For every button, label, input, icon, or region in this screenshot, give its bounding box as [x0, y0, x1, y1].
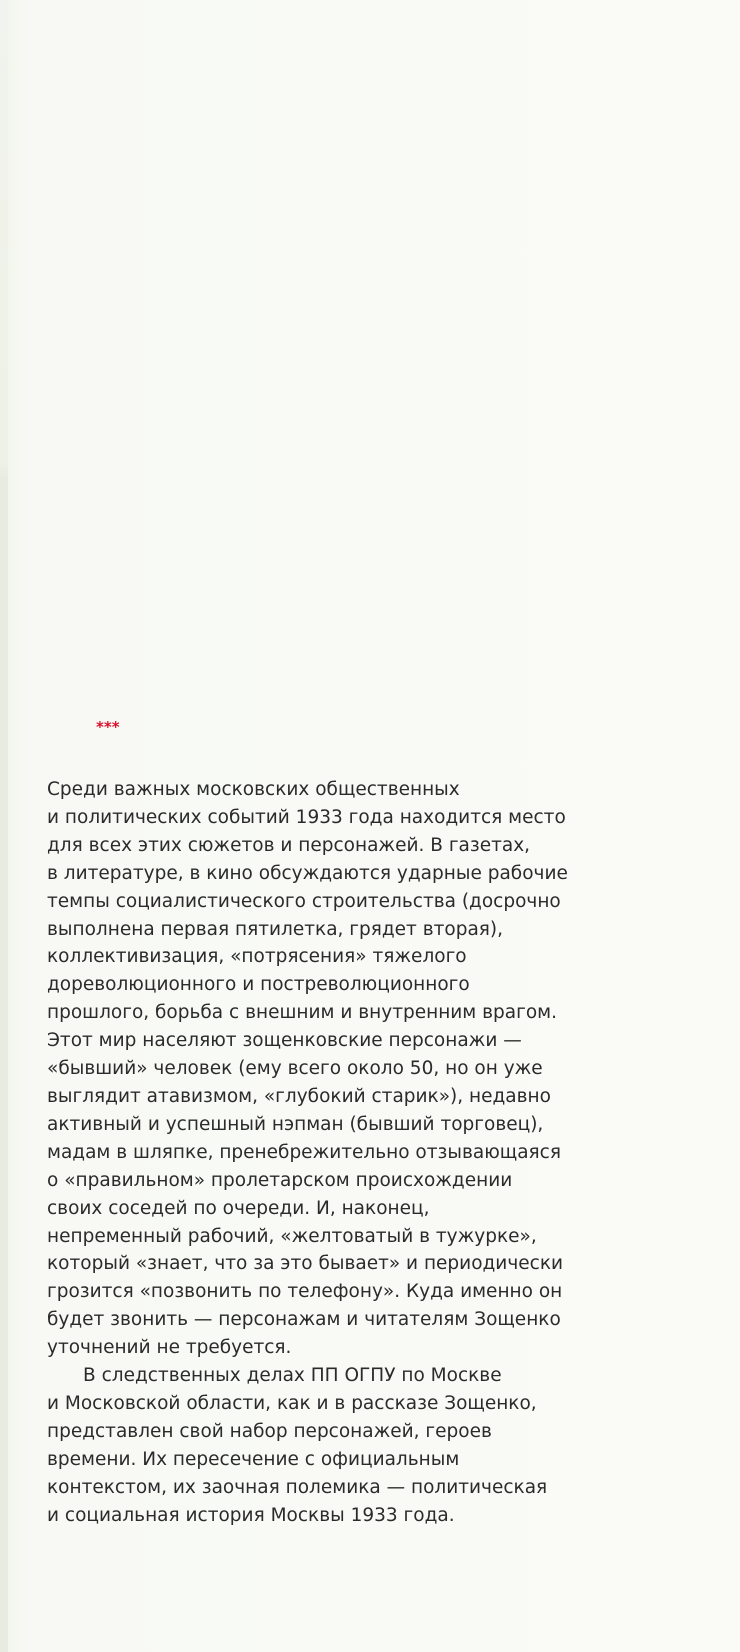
text-line: грозится «позвонить по телефону». Куда именно он	[47, 1281, 563, 1303]
text-line: непременный рабочий, «желтоватый в тужурке»,	[47, 1225, 537, 1247]
text-line: Этот мир населяют зощенковские персонажи —	[47, 1030, 522, 1052]
text-line: коллективизация, «потрясения» тяжелого	[47, 946, 467, 968]
text-line: прошлого, борьба с внешним и внутренним врагом.	[47, 1002, 558, 1024]
text-line: представлен свой набор персонажей, героев	[47, 1420, 492, 1442]
text-line: Среди важных московских общественных	[47, 779, 460, 800]
text-line: активный и успешный нэпман (бывший торговец),	[47, 1113, 544, 1135]
text-line: выполнена первая пятилетка, грядет вторая),	[47, 918, 504, 940]
text-line: «бывший» человек (ему всего около 50, но он уже	[47, 1058, 543, 1080]
text-line: и социальная история Москвы 1933 года.	[47, 1504, 455, 1526]
paragraph-2	[47, 1362, 677, 1529]
text-line: о «правильном» пролетарском происхождении	[47, 1169, 513, 1191]
text-line-indented: В следственных делах ПП ОГПУ по Москве	[83, 1365, 502, 1387]
text-line: темпы социалистического строительства (досрочно	[47, 890, 561, 912]
page-gutter-edge	[0, 0, 8, 1652]
body-text	[47, 776, 677, 1529]
text-line: который «знает, что за это бывает» и периодически	[47, 1253, 564, 1275]
text-line: и политических событий 1933 года находится место	[47, 806, 566, 828]
text-line: для всех этих сюжетов и персонажей. В газетах,	[47, 834, 531, 856]
text-line: контекстом, их заочная полемика — политическая	[47, 1476, 548, 1498]
paragraph-1	[47, 776, 677, 1362]
text-line: и Московской области, как и в рассказе Зощенко,	[47, 1392, 537, 1414]
text-line: мадам в шляпке, пренебрежительно отзывающаяся	[47, 1141, 561, 1163]
text-line: уточнений не требуется.	[47, 1337, 292, 1359]
text-line: в литературе, в кино обсуждаются ударные рабочие	[47, 862, 568, 884]
text-line: выглядит атавизмом, «глубокий старик»), недавно	[47, 1085, 551, 1107]
section-divider-asterisks: ***	[96, 718, 120, 736]
text-line: будет звонить — персонажам и читателям Зощенко	[47, 1309, 561, 1331]
text-line: времени. Их пересечение с официальным	[47, 1448, 460, 1470]
text-line: своих соседей по очереди. И, наконец,	[47, 1197, 430, 1219]
text-line: дореволюционного и постреволюционного	[47, 974, 470, 996]
